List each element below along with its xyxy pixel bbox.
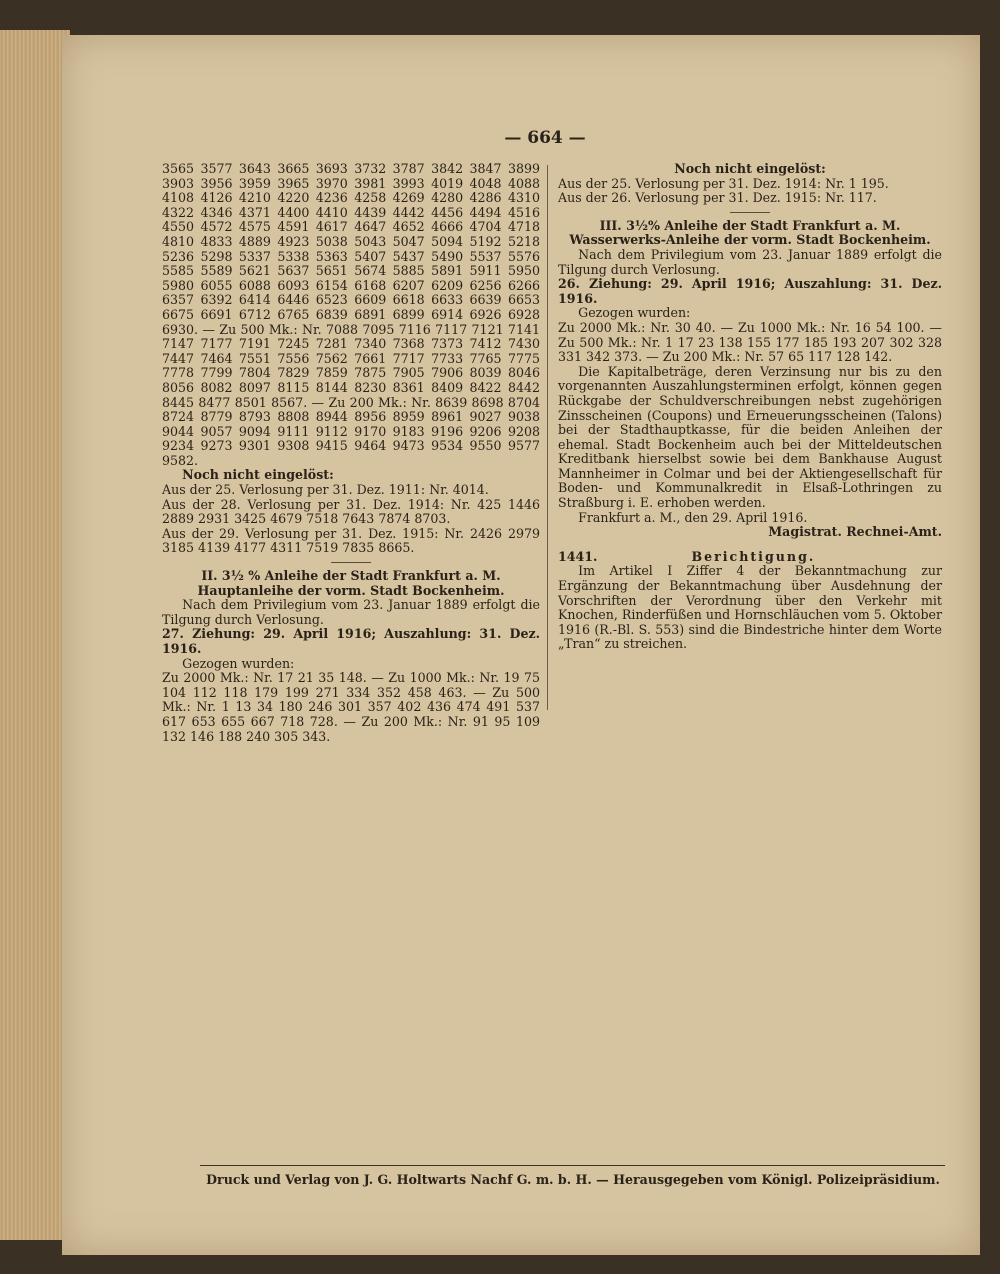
- section-3-numbers: Zu 2000 Mk.: Nr. 30 40. — Zu 1000 Mk.: Nr. 16 54 100. — Zu 500 Mk.: Nr. 1 17 23 138 155 177 185 193 207 302 328 331 342 373. — Zu 200 Mk.: Nr. 57 65 117 128 142.: [558, 319, 942, 365]
- section-3-drawing-date: 26. Ziehung: 29. April 1916; Auszahlung: 31. Dez. 1916.: [558, 276, 942, 306]
- section-2-title: II. 3½ % Anleihe der Stadt Frankfurt a. M. Hauptanleihe der vorm. Stadt Bockenheim.: [197, 568, 505, 598]
- not-redeemed-line-3: Aus der 29. Verlosung per 31. Dez. 1915: Nr. 2426 2979 3185 4139 4177 4311 7519 7835 8665.: [162, 525, 540, 556]
- imprint: Druck und Verlag von J. G. Holtwarts Nachf G. m. b. H. — Herausgegeben vom Königl. Polizeipräsidium.: [206, 1172, 940, 1187]
- correction-text: Im Artikel I Ziffer 4 der Bekanntmachung zur Ergänzung der Bekanntmachung über Ausdehnung der Vorschriften der Verordnung über den Verkehr mit Knochen, Rinderfüßen und Hornschläuchen vom 5. Oktober 1916 (R.-Bl. S. 553) sind die Bindestriche hinter dem Worte „Tran“ zu streichen.: [558, 563, 942, 652]
- section-3-privilege: Nach dem Privilegium vom 23. Januar 1889 erfolgt die Tilgung durch Verlosung.: [558, 246, 942, 277]
- not-redeemed-heading: Noch nicht eingelöst:: [182, 467, 334, 483]
- right-column: [558, 162, 942, 652]
- date-line: Frankfurt a. M., den 29. April 1916.: [578, 509, 808, 525]
- entry-header: [558, 550, 942, 565]
- page-edge: [0, 30, 70, 1240]
- redemption-notice: Die Kapitalbeträge, deren Verzinsung nur bis zu den vorgenannten Auszahlungsterminen erfolgt, können gegen Rückgabe der Schuldverschreibungen nebst zugehörigen Zinsscheinen (Coupons) und Erneuerungsscheinen (Talons) bei der Stadthauptkasse, für die beiden Anleihen der ehemal. Stadt Bockenheim auch bei der Mitteldeutschen Kreditbank hierselbst sowie bei dem Bankhause August Mannheimer in Colmar und bei der Aktiengesellschaft für Boden- und Kommunalkredit in Elsaß-Lothringen zu Straßburg i. E. erhoben werden.: [558, 363, 942, 511]
- signature: Magistrat. Rechnei-Amt.: [768, 524, 942, 540]
- section-2-privilege: Nach dem Privilegium vom 23. Januar 1889 erfolgt die Tilgung durch Verlosung.: [162, 597, 540, 627]
- not-redeemed-line-1: Aus der 25. Verlosung per 31. Dez. 1911: Nr. 4014.: [162, 482, 489, 498]
- not-redeemed-line-2: Aus der 28. Verlosung per 31. Dez. 1914: Nr. 425 1446 2889 2931 3425 4679 7518 7643 7874 8703.: [162, 496, 540, 527]
- divider: [331, 562, 371, 563]
- section-2-drawing-date: 27. Ziehung: 29. April 1916; Auszahlung: 31. Dez. 1916.: [162, 626, 540, 656]
- column-divider: [547, 165, 548, 710]
- section-3-drawn-label: Gezogen wurden:: [578, 305, 691, 321]
- entry-number: 1441.: [558, 548, 598, 564]
- entry-title: Berichtigung.: [691, 548, 816, 564]
- not-redeemed-right-line-1: Aus der 25. Verlosung per 31. Dez. 1914: Nr. 1 195.: [558, 175, 889, 191]
- page-number: — 664 —: [504, 128, 586, 148]
- section-2-numbers: Zu 2000 Mk.: Nr. 17 21 35 148. — Zu 1000 Mk.: Nr. 19 75 104 112 118 179 199 271 334 352 458 463. — Zu 500 Mk.: Nr. 1 13 34 180 246 301 357 402 436 474 491 537 617 653 655 667 718 728. — Zu 200 Mk.: Nr. 91 95 109 132 146 188 240 305 343.: [162, 670, 540, 744]
- footer-rule: [200, 1165, 945, 1166]
- not-redeemed-right-line-2: Aus der 26. Verlosung per 31. Dez. 1915: Nr. 117.: [558, 190, 877, 206]
- drawn-numbers-list: 3565 3577 3643 3665 3693 3732 3787 3842 3847 3899 3903 3956 3959 3965 3970 3981 3993 4019 4048 4088 4108 4126 4210 4220 4236 4258 4269 4280 4286 4310 4322 4346 4371 4400 4410 4439 4442 4456 4494 4516 4550 4572 4575 4591 4617 4647 4652 4666 4704 4718 4810 4833 4889 4923 5038 5043 5047 5094 5192 5218 5236 5298 5337 5338 5363 5407 5437 5490 5537 5576 5585 5589 5621 5637 5651 5674 5885 5891 5911 5950 5980 6055 6088 6093 6154 6168 6207 6209 6256 6266 6357 6392 6414 6446 6523 6609 6618 6633 6639 6653 6675 6691 6712 6765 6839 6891 6899 6914 6926 6928 6930. — Zu 500 Mk.: Nr. 7088 7095 7116 7117 7121 7141 7147 7177 7191 7245 7281 7340 7368 7373 7412 7430 7447 7464 7551 7556 7562 7661 7717 7733 7765 7775 7778 7799 7804 7829 7859 7875 7905 7906 8039 8046 8056 8082 8097 8115 8144 8230 8361 8409 8422 8442 8445 8477 8501 8567. — Zu 200 Mk.: Nr. 8639 8698 8704 8724 8779 8793 8808 8944 8956 8959 8961 9027 9038 9044 9057 9094 9111 9112 9170 9183 9196 9206 9208 9234 9273 9301 9308 9415 9464 9473 9534 9550 9577 9582.: [162, 161, 540, 468]
- section-2-drawn-label: Gezogen wurden:: [182, 655, 295, 671]
- not-redeemed-heading-right: Noch nicht eingelöst:: [674, 161, 826, 176]
- left-column: [162, 162, 540, 744]
- divider: [730, 212, 770, 213]
- section-3-title: III. 3½% Anleihe der Stadt Frankfurt a. M. Wasserwerks-Anleihe der vorm. Stadt Bockenheim.: [569, 217, 931, 248]
